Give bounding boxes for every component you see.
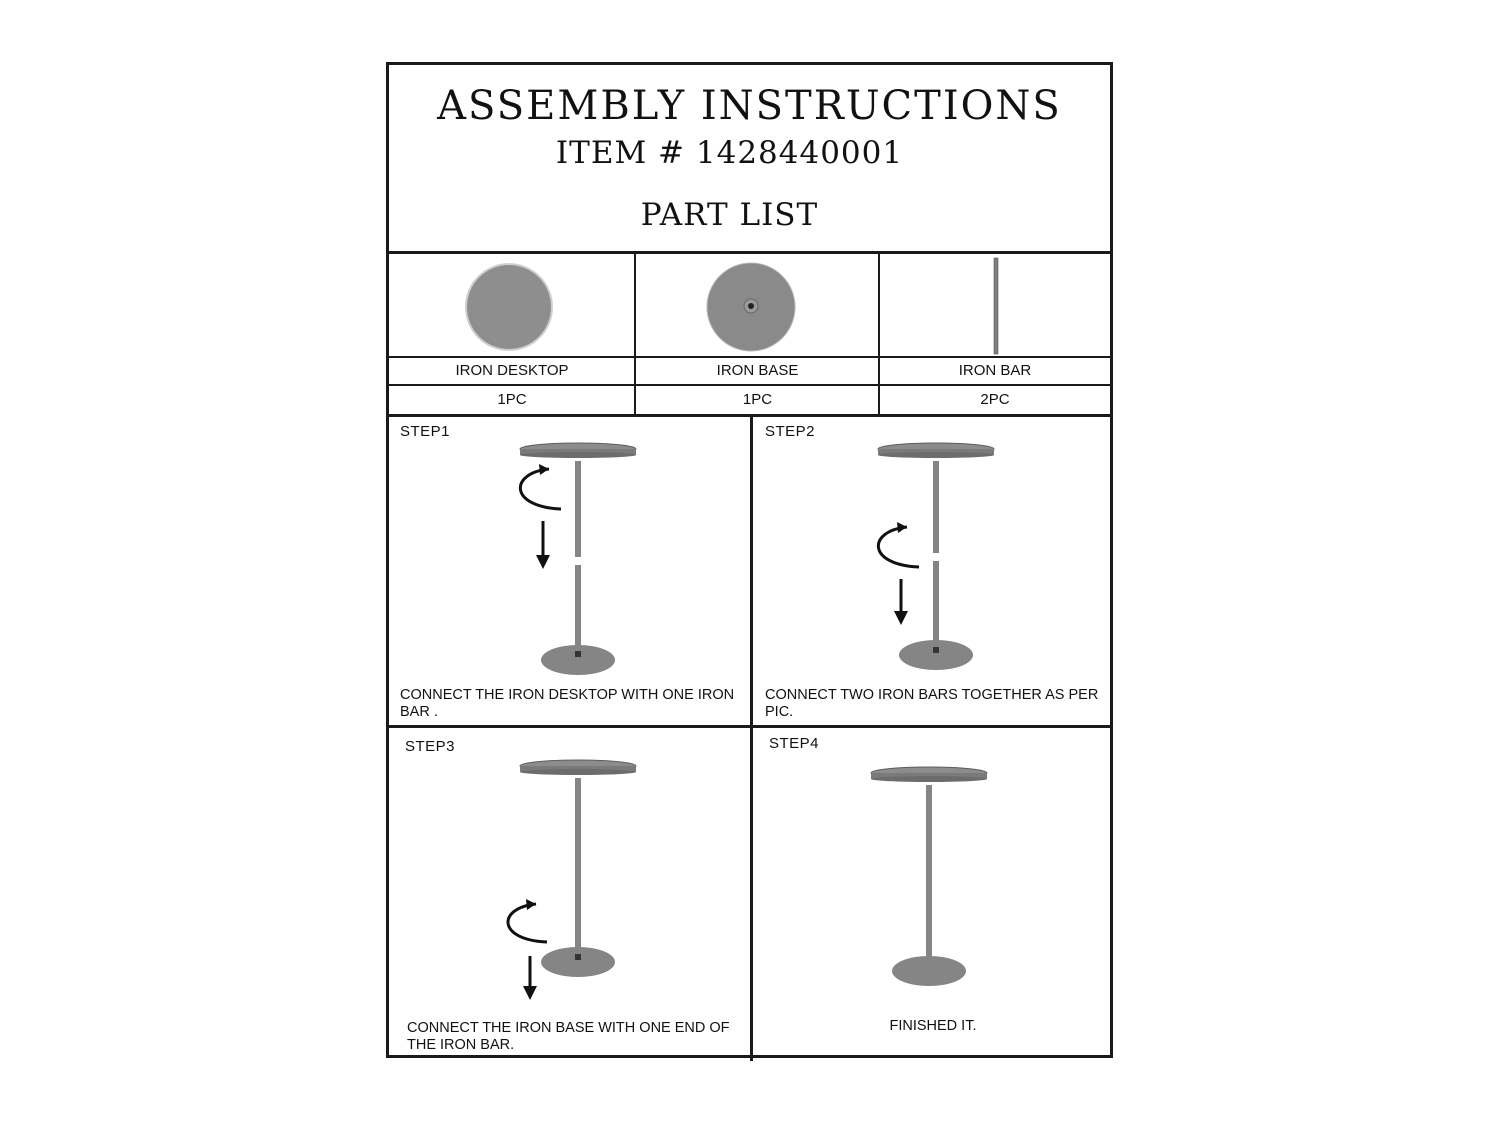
step-4 — [753, 728, 1113, 1058]
step-3 — [389, 728, 750, 1058]
part-quantity: 2PC — [980, 391, 1010, 408]
part-quantity: 1PC — [497, 391, 527, 408]
part-list — [389, 254, 1110, 416]
step-1 — [389, 417, 750, 725]
part-name: IRON DESKTOP — [389, 358, 635, 386]
part-image — [880, 254, 1110, 358]
table-assembly-step1-icon — [389, 417, 750, 725]
iron-desktop-disc-icon — [389, 254, 635, 358]
part-iron-bar — [880, 254, 1110, 416]
finished-table-icon — [753, 728, 1113, 1058]
item-number: ITEM # 1428440001 — [555, 135, 904, 171]
step-2 — [753, 417, 1113, 725]
step-label: STEP3 — [405, 738, 456, 755]
step-description: CONNECT THE IRON DESKTOP WITH ONE IRON BAR . — [400, 687, 735, 720]
part-list-title: PART LIST — [640, 197, 819, 233]
step-description: FINISHED IT. — [889, 1018, 977, 1034]
step-label: STEP2 — [765, 423, 816, 440]
part-quantity: 1PC — [742, 391, 773, 408]
assembly-title: ASSEMBLY INSTRUCTIONS — [437, 83, 1062, 129]
table-assembly-step3-icon — [389, 728, 750, 1058]
step-description: CONNECT TWO IRON BARS TOGETHER AS PER PIC. — [765, 687, 1099, 720]
header — [389, 65, 1110, 254]
part-name: IRON BAR — [880, 358, 1110, 386]
part-image — [636, 254, 879, 358]
part-image — [389, 254, 635, 358]
step-label: STEP1 — [400, 423, 451, 440]
step-description: CONNECT THE IRON BASE WITH ONE END OF THE IRON BAR. — [407, 1020, 730, 1053]
instruction-sheet — [386, 62, 1113, 1058]
part-iron-desktop — [389, 254, 635, 416]
table-assembly-step2-icon — [753, 417, 1113, 725]
part-name: IRON BASE — [636, 358, 879, 386]
iron-bar-rod-icon — [880, 254, 1110, 358]
step-label: STEP4 — [769, 735, 820, 752]
iron-base-cone-icon — [636, 254, 879, 358]
part-iron-base — [636, 254, 879, 416]
